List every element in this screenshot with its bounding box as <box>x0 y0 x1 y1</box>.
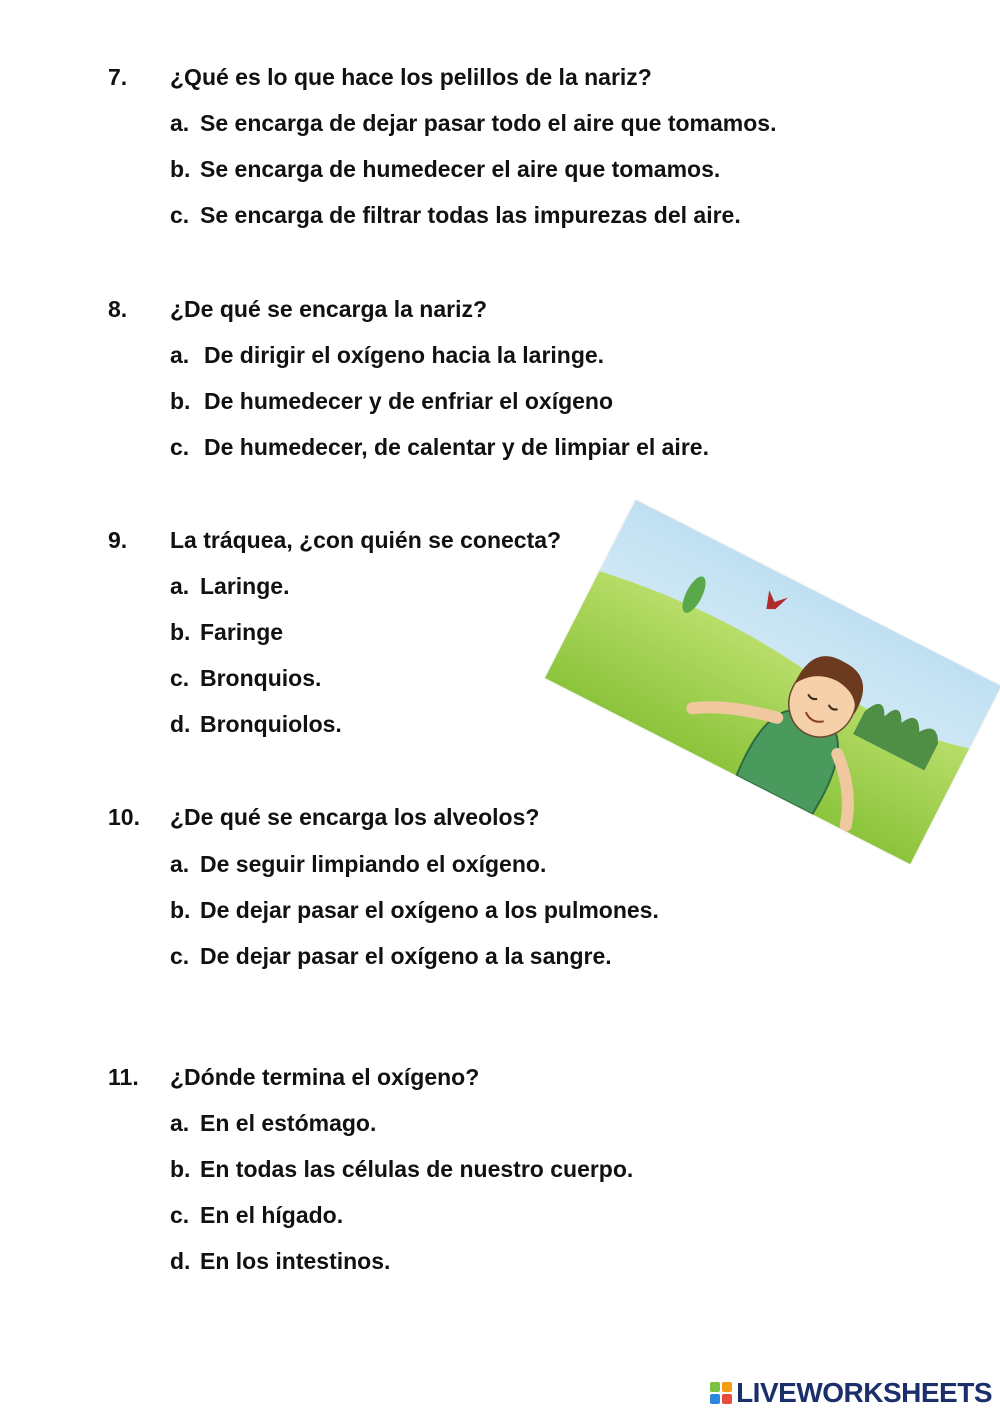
option-letter: a. <box>170 1110 190 1136</box>
option-letter: a. <box>170 573 190 599</box>
option-text: Bronquiolos. <box>200 711 342 737</box>
option-text: De dejar pasar el oxígeno a la sangre. <box>200 943 612 969</box>
option-text: Se encarga de humedecer el aire que tomamos. <box>200 156 721 182</box>
option-letter: b. <box>170 897 191 923</box>
option-letter: a. <box>170 851 190 877</box>
question-7-number: 7. <box>108 64 128 90</box>
question-9-option-a[interactable] <box>170 571 289 601</box>
logo-square-green <box>710 1382 720 1392</box>
option-text: De seguir limpiando el oxígeno. <box>200 851 547 877</box>
option-letter: d. <box>170 711 191 737</box>
question-7-text: ¿Qué es lo que hace los pelillos de la nariz? <box>170 64 652 90</box>
option-text: Laringe. <box>200 573 290 599</box>
option-text: Se encarga de dejar pasar todo el aire que tomamos. <box>200 110 777 136</box>
logo-square-red <box>722 1394 732 1404</box>
option-letter: a. <box>170 110 190 136</box>
liveworksheets-brand-text: LIVEWORKSHEETS <box>736 1377 992 1408</box>
question-8-option-c[interactable] <box>170 432 709 462</box>
option-text: Bronquios. <box>200 665 322 691</box>
option-text: En los intestinos. <box>200 1248 391 1274</box>
question-10-option-a[interactable] <box>170 849 546 879</box>
option-text: Se encarga de filtrar todas las impurezas del aire. <box>200 202 741 228</box>
question-11-option-a[interactable] <box>170 1108 376 1138</box>
option-text: En el estómago. <box>200 1110 377 1136</box>
option-letter: b. <box>170 388 191 414</box>
option-text: De dejar pasar el oxígeno a los pulmones. <box>200 897 659 923</box>
question-9-option-b[interactable] <box>170 617 283 647</box>
option-letter: c. <box>170 943 190 969</box>
option-letter: c. <box>170 665 190 691</box>
question-11-number: 11. <box>108 1064 139 1090</box>
question-9-text: La tráquea, ¿con quién se conecta? <box>170 527 562 553</box>
question-11-text: ¿Dónde termina el oxígeno? <box>170 1064 480 1090</box>
option-letter: d. <box>170 1248 191 1274</box>
question-10-option-b[interactable] <box>170 895 659 925</box>
logo-square-blue <box>710 1394 720 1404</box>
option-letter: c. <box>170 434 190 460</box>
question-11-option-b[interactable] <box>170 1154 633 1184</box>
question-10-number: 10. <box>108 804 140 830</box>
question-11-option-c[interactable] <box>170 1200 343 1230</box>
question-8-number: 8. <box>108 296 128 322</box>
option-text: En el hígado. <box>200 1202 344 1228</box>
question-9-option-c[interactable] <box>170 663 321 693</box>
option-text: En todas las células de nuestro cuerpo. <box>200 1156 634 1182</box>
question-7-option-a[interactable] <box>170 108 776 138</box>
question-8-text: ¿De qué se encarga la nariz? <box>170 296 488 322</box>
option-letter: b. <box>170 156 191 182</box>
option-text: De dirigir el oxígeno hacia la laringe. <box>204 342 605 368</box>
question-8-option-b[interactable] <box>170 386 613 416</box>
option-text: De humedecer y de enfriar el oxígeno <box>204 388 614 414</box>
option-letter: b. <box>170 1156 191 1182</box>
boy-breathing-illustration <box>545 500 1000 864</box>
option-letter: c. <box>170 1202 190 1228</box>
illustration-svg <box>545 500 1000 864</box>
option-letter: b. <box>170 619 191 645</box>
question-11-option-d[interactable] <box>170 1246 390 1276</box>
option-letter: a. <box>170 342 190 368</box>
question-9-number: 9. <box>108 527 128 553</box>
question-7-option-c[interactable] <box>170 200 741 230</box>
liveworksheets-logo[interactable] <box>710 1378 992 1408</box>
liveworksheets-logo-icon <box>710 1382 732 1404</box>
question-7-option-b[interactable] <box>170 154 720 184</box>
question-9-option-d[interactable] <box>170 709 342 739</box>
question-8-option-a[interactable] <box>170 340 604 370</box>
question-10-text: ¿De qué se encarga los alveolos? <box>170 804 540 830</box>
option-letter: c. <box>170 202 190 228</box>
question-10-option-c[interactable] <box>170 941 612 971</box>
logo-square-orange <box>722 1382 732 1392</box>
option-text: De humedecer, de calentar y de limpiar el aire. <box>204 434 709 460</box>
option-text: Faringe <box>200 619 284 645</box>
